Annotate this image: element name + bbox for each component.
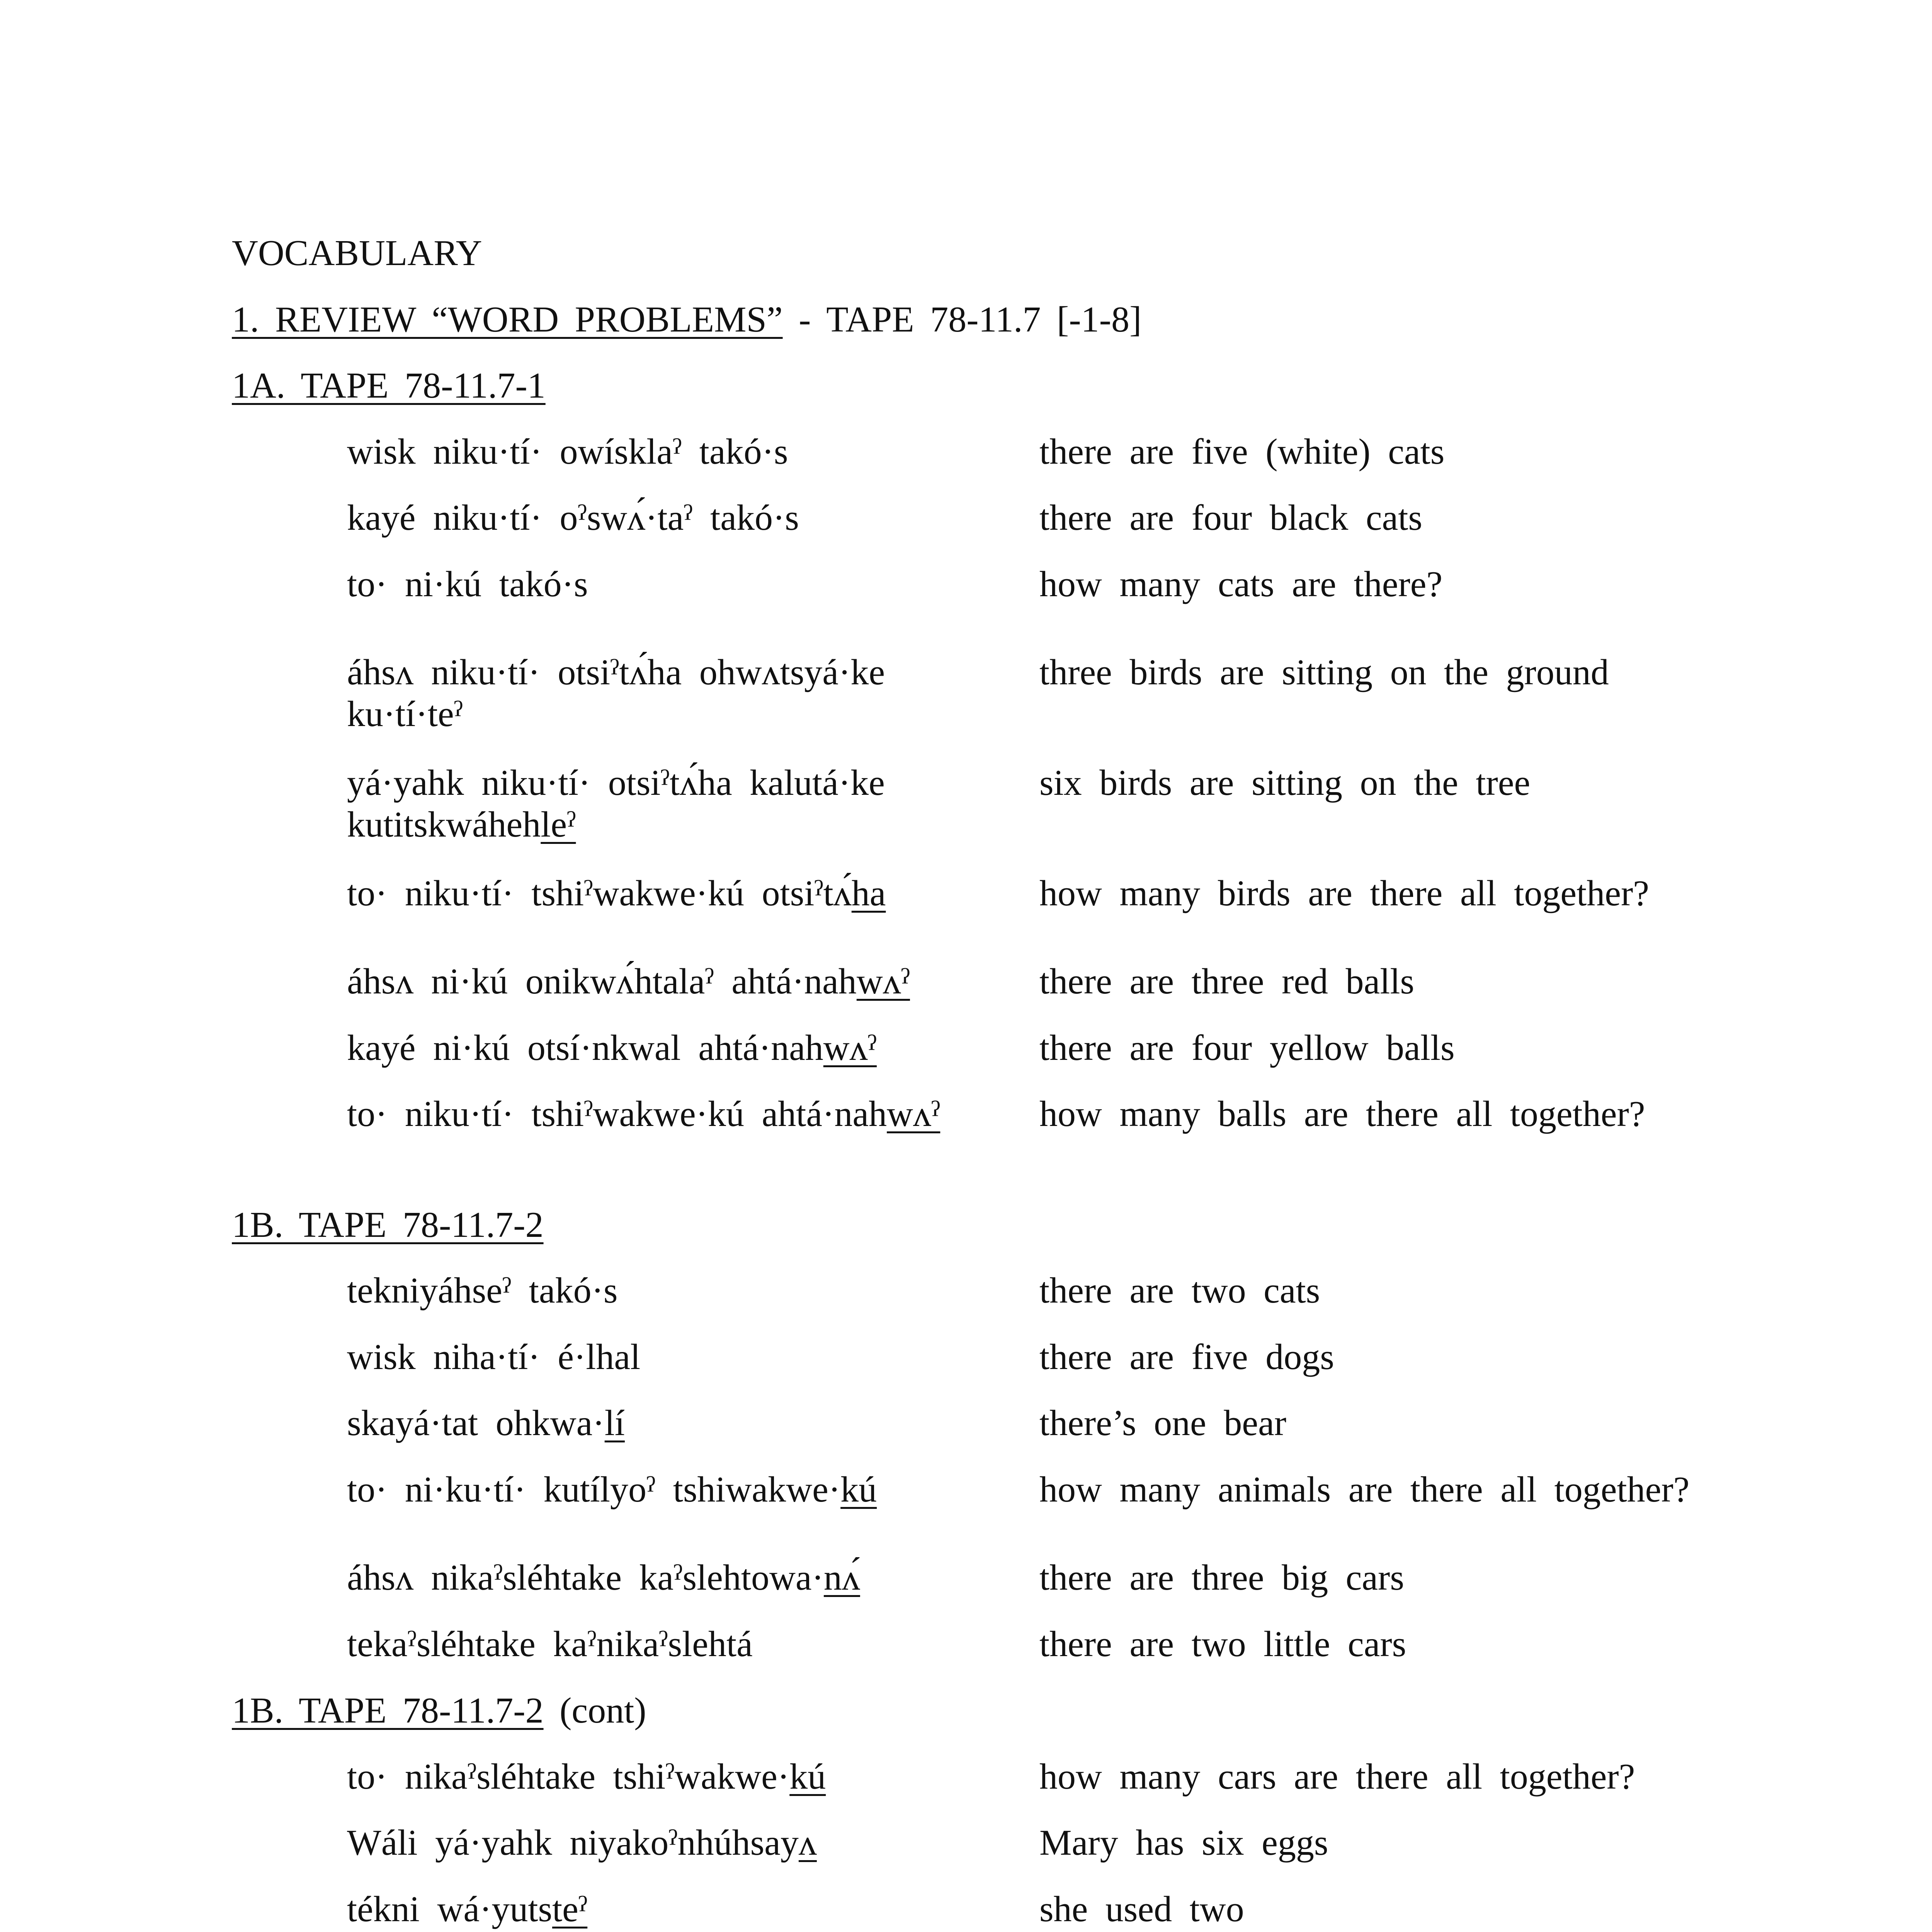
vocab-source-text: Wáli yá·yahk niyakoˀnhúhsay (347, 1823, 799, 1863)
vocab-source-text: áhsʌ nikaˀsléhtake kaˀslehtowa· (347, 1558, 824, 1598)
vocab-source (347, 1822, 973, 1864)
vocab-translation: there are two little cars (1039, 1624, 1406, 1664)
vocab-translation: six birds are sitting on the tree (1039, 763, 1531, 803)
vocab-source-underlined: kú (840, 1469, 877, 1510)
vocab-source-underlined: ʌ (798, 1823, 817, 1863)
vocab-translation: how many cars are there all together? (1039, 1757, 1635, 1797)
vocab-source: tekniyáhseˀ takó·s (347, 1270, 618, 1311)
vocab-source-underlined: ha (851, 873, 886, 913)
section-1-title: 1. REVIEW “WORD PROBLEMS” (232, 299, 783, 340)
section-1a-title: 1A. TAPE 78-11.7-1 (232, 366, 546, 406)
section-1b-cont-heading (232, 1689, 646, 1732)
vocab-source: wisk niku·tí· owísklaˀ takó·s (347, 432, 788, 472)
vocab-translation: there are three red balls (1039, 961, 1415, 1002)
vocab-source-underlined: leˀ (541, 804, 576, 845)
section-1-heading (232, 298, 1141, 341)
vocab-source-text: tékni wá·yuts (347, 1889, 553, 1929)
vocab-source: wisk niha·tí· é·lhal (347, 1337, 641, 1377)
section-1b-cont-label: (cont) (543, 1690, 646, 1731)
vocab-source-underlined: kú (789, 1757, 826, 1797)
vocab-source (347, 762, 973, 845)
vocab-source-underlined: wʌˀ (823, 1028, 877, 1068)
vocab-translation: there are four yellow balls (1039, 1028, 1455, 1068)
vocab-source-text: to· niku·tí· tshiˀwakwe·kú ahtá·nah (347, 1094, 887, 1134)
vocab-source (347, 1469, 973, 1510)
vocab-source-text: to· nikaˀsléhtake tshiˀwakwe· (347, 1757, 790, 1797)
section-1-tape: - TAPE 78-11.7 [-1-8] (782, 299, 1142, 340)
vocab-source: to· ni·kú takó·s (347, 564, 588, 604)
vocab-translation: there are three big cars (1039, 1558, 1404, 1598)
vocab-source (347, 1557, 973, 1599)
vocab-source-underlined: nʌ́ (823, 1558, 860, 1598)
vocab-translation: there are five dogs (1039, 1337, 1334, 1377)
vocab-translation: there are five (white) cats (1039, 432, 1445, 472)
vocab-translation: how many birds are there all together? (1039, 873, 1649, 913)
page-title: VOCABULARY (232, 233, 482, 273)
vocab-source (347, 872, 973, 914)
vocab-source: áhsʌ niku·tí· otsiˀtʌ́ha ohwʌtsyá·ke ku·tí·teˀ (347, 652, 885, 734)
vocab-source-underlined: wʌˀ (887, 1094, 940, 1134)
section-1a-heading (232, 364, 546, 407)
vocab-source-text: skayá·tat ohkwa· (347, 1403, 605, 1443)
section-1b-title: 1B. TAPE 78-11.7-2 (232, 1205, 544, 1245)
vocab-translation: there’s one bear (1039, 1403, 1287, 1443)
vocab-translation: how many cats are there? (1039, 564, 1443, 604)
vocab-source: tekaˀsléhtake kaˀnikaˀslehtá (347, 1624, 753, 1664)
vocab-source (347, 1402, 973, 1444)
vocab-source-underlined: lí (604, 1403, 625, 1443)
vocab-translation: how many balls are there all together? (1039, 1094, 1645, 1134)
vocab-source-underlined: wʌˀ (856, 961, 910, 1002)
vocab-source-text: kayé ni·kú otsí·nkwal ahtá·nah (347, 1028, 823, 1068)
vocab-source: kayé niku·tí· oˀswʌ́·taˀ takó·s (347, 498, 799, 538)
vocab-translation: there are two cats (1039, 1270, 1320, 1311)
vocab-source-underlined: teˀ (552, 1889, 588, 1929)
vocab-source (347, 1756, 973, 1798)
vocab-source (347, 961, 973, 1002)
vocab-source-text: áhsʌ ni·kú onikwʌ́htalaˀ ahtá·nah (347, 961, 857, 1002)
vocab-source-text: to· niku·tí· tshiˀwakwe·kú otsiˀtʌ́ (347, 873, 852, 913)
vocab-translation: there are four black cats (1039, 498, 1422, 538)
vocab-source (347, 1888, 973, 1930)
section-1b-cont-title: 1B. TAPE 78-11.7-2 (232, 1690, 544, 1731)
vocab-source-text: yá·yahk niku·tí· otsiˀtʌ́ha kalutá·ke kutitskwáheh (347, 763, 885, 845)
vocab-translation: three birds are sitting on the ground (1039, 652, 1609, 692)
vocab-translation: how many animals are there all together? (1039, 1469, 1690, 1510)
vocab-translation: Mary has six eggs (1039, 1823, 1328, 1863)
vocab-source (347, 1093, 973, 1135)
vocab-source-text: to· ni·ku·tí· kutílyoˀ tshiwakwe· (347, 1469, 841, 1510)
section-1b-heading (232, 1204, 544, 1246)
vocab-source (347, 1027, 973, 1069)
vocab-translation: she used two (1039, 1889, 1244, 1929)
